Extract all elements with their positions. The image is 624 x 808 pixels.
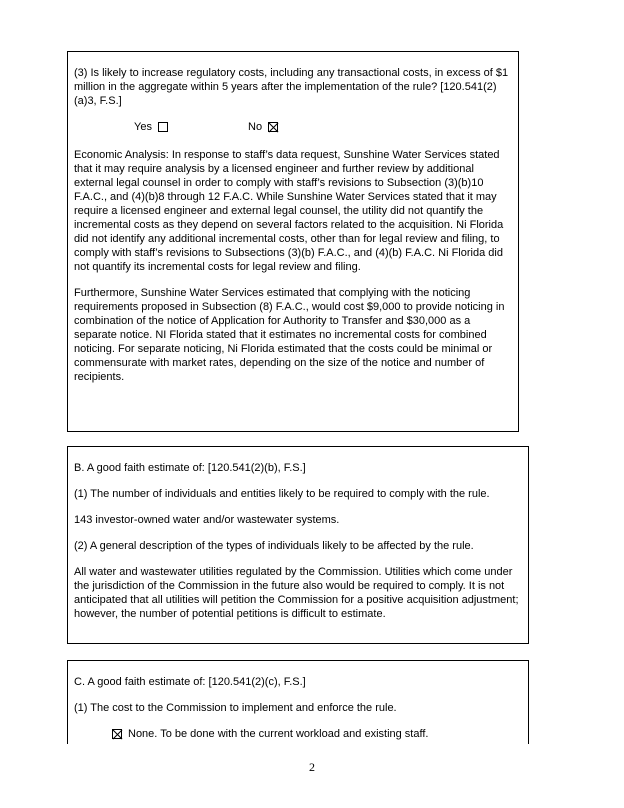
yes-no-row	[134, 120, 512, 134]
page-number: 2	[309, 760, 315, 774]
section-b-answer-1: 143 investor-owned water and/or wastewater systems.	[74, 514, 340, 526]
yes-checkbox[interactable]	[158, 122, 168, 132]
section-b-item-1: (1) The number of individuals and entities likely to be required to comply with the rule.	[74, 488, 490, 500]
yes-option[interactable]	[134, 120, 168, 134]
section-b-item-2: (2) A general description of the types of individuals likely to be affected by the rule.	[74, 540, 474, 552]
section-b-heading: B. A good faith estimate of: [120.541(2)(b), F.S.]	[74, 462, 306, 474]
economic-analysis-box	[67, 51, 519, 432]
no-option[interactable]	[248, 120, 278, 134]
none-checkbox[interactable]	[112, 729, 122, 739]
no-checkbox[interactable]	[268, 122, 278, 132]
question-3: (3) Is likely to increase regulatory costs, including any transactional costs, in excess of $1 million in the aggregate within 5 years after the implementation of the rule? [120.541(2)(a)3, F.S.]	[74, 67, 509, 107]
yes-label: Yes	[134, 121, 152, 133]
none-label: None. To be done with the current workload and existing staff.	[128, 728, 429, 740]
no-label: No	[248, 121, 263, 133]
economic-analysis-paragraph: Economic Analysis: In response to staff’s data request, Sunshine Water Services stated that it may require analysis by a licensed engineer and further review by additional external legal counsel in order to comply with staff’s revisions to Subsection (3)(b)10 F.A.C., and (4)(b)8 through 12 F.A.C. While Sunshine Water Services stated that it may require a licensed engineer and external legal counsel, the utility did not quantify the incremental costs as they depend on several factors related to the acquisition. Ni Florida did not identify any additional incremental costs, other than for legal review and filing, to comply with staff’s revisions to Subsections (3)(b) F.A.C., and (4)(b) F.A.C. Ni Florida did not quantify its incremental costs for legal review and filing.	[74, 149, 504, 273]
section-b-answer-2: All water and wastewater utilities regulated by the Commission. Utilities which come under the jurisdiction of the Commission in the future also would be required to comply. It is not anticipated that all utilities will petition the Commission for a positive acquisition adjustment; however, the number of potential petitions is difficult to estimate.	[74, 566, 519, 620]
section-c-box	[67, 660, 529, 744]
section-c-heading: C. A good faith estimate of: [120.541(2)(c), F.S.]	[74, 676, 306, 688]
section-c-item-1: (1) The cost to the Commission to implement and enforce the rule.	[74, 702, 397, 714]
section-b-box	[67, 446, 529, 644]
none-option[interactable]	[112, 727, 522, 741]
noticing-paragraph: Furthermore, Sunshine Water Services estimated that complying with the noticing requirements proposed in Subsection (8) F.A.C., would cost $9,000 to provide noticing in combination of the notice of Application for Authority to Transfer and $30,000 as a separate notice. NI Florida stated that it estimates no incremental costs for combined noticing. For separate noticing, Ni Florida estimated that the costs could be minimal or commensurate with market rates, depending on the size of the notice and number of recipients.	[74, 287, 505, 383]
